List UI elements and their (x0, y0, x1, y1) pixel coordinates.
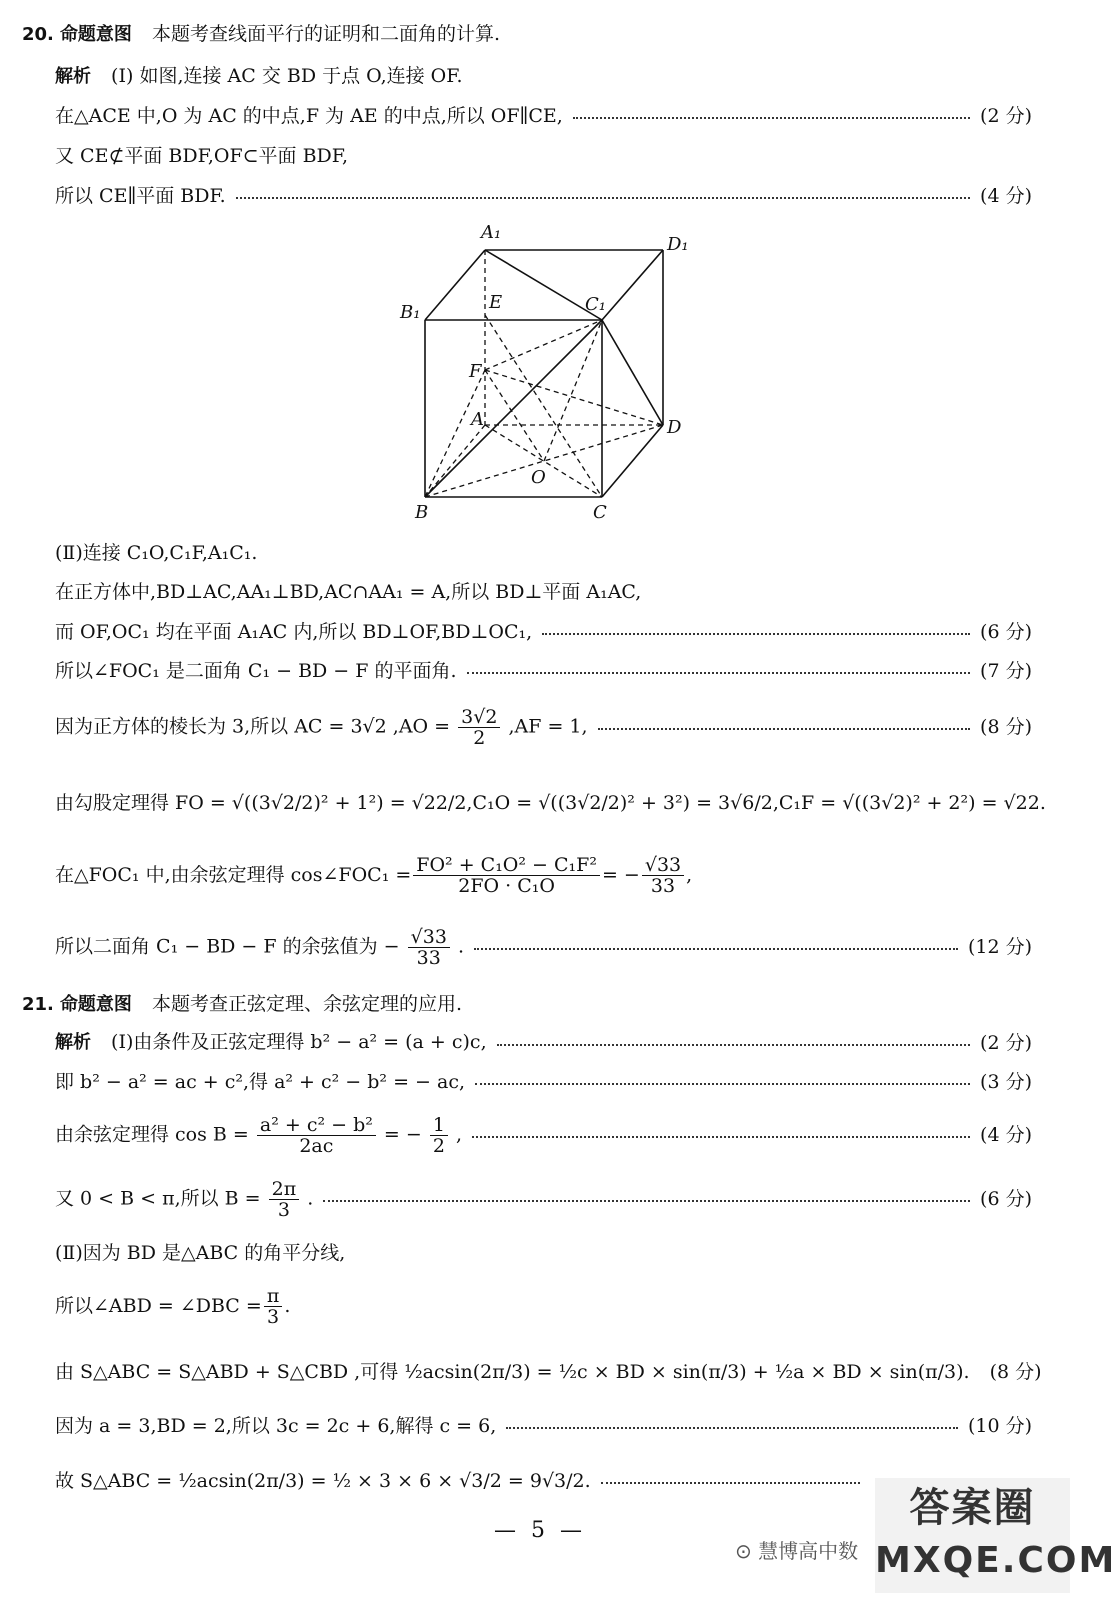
q20-points-7: (6 分) (980, 621, 1032, 643)
q21-line-3 (55, 1112, 1032, 1158)
q21-text-4b: . (307, 1187, 314, 1209)
q20-line-5 (55, 540, 1032, 566)
label-d: D (667, 417, 682, 438)
q20-text-7: 而 OF,OC₁ 均在平面 A₁AC 内,所以 BD⊥OF,BD⊥OC₁, (55, 621, 533, 643)
q20-points-2: (2 分) (980, 105, 1032, 127)
leader-dots (598, 728, 970, 730)
q21-line-8 (55, 1413, 1032, 1439)
fraction-cosine-law (413, 855, 600, 896)
q21-line-2 (55, 1069, 1032, 1095)
q20-part1-label: (Ⅰ) (111, 65, 134, 87)
watermark-logo-bottom: MXQE.COM (875, 1540, 1116, 1581)
fraction-numerator: √33 (642, 855, 684, 876)
q20-text-8: 所以∠FOC₁ 是二面角 C₁ − BD − F 的平面角. (55, 660, 457, 682)
q20-line-10 (55, 790, 1046, 816)
q20-points-9: (8 分) (980, 716, 1032, 738)
q20-number: 20. (22, 24, 54, 45)
hidden-f-o (485, 370, 544, 461)
q20-line-8 (55, 658, 1032, 684)
leader-dots (236, 197, 970, 199)
edge-a1-b1 (425, 250, 485, 320)
q21-text-1a: (Ⅰ)由条件及正弦定理得 b² − a² = (a + c)c, (111, 1031, 487, 1053)
q20-text-11b: = − (601, 864, 640, 886)
q20-text-12b: . (457, 935, 465, 957)
q21-line-1 (55, 1029, 1032, 1056)
q20-line-9 (55, 704, 1032, 750)
watermark-logo-top: 答案圈 (909, 1485, 1036, 1531)
q20-points-12: (12 分) (967, 936, 1032, 958)
label-b1: B₁ (400, 302, 421, 323)
q21-text-8: 因为 a = 3,BD = 2,所以 3c = 2c + 6,解得 c = 6, (55, 1415, 497, 1437)
q20-text-5: (Ⅱ)连接 C₁O,C₁F,A₁C₁. (55, 542, 258, 564)
q20-text-10: 由勾股定理得 FO = √((3√2/2)² + 1²) = √22/2,C₁O = √((3√2/2)² + 3²) = 3√6/2,C₁F = √((3√2)² + 2²) = √22. (55, 792, 1046, 814)
label-c1: C₁ (585, 294, 606, 315)
q21-text-7: 由 S△ABC = S△ABD + S△CBD ,可得 ½acsin(2π/3) = ½c × BD × sin(π/3) + ½a × BD × sin(π/3). (55, 1361, 970, 1383)
q20-line-12 (55, 924, 1032, 970)
fraction-numerator: a² + c² − b² (257, 1115, 376, 1136)
q21-text-6a: 所以∠ABD = ∠DBC = (55, 1295, 262, 1317)
q21-text-3 (55, 1115, 462, 1156)
q20-line-1 (55, 63, 1032, 90)
label-d1: D₁ (667, 234, 689, 255)
fraction-numerator: 1 (430, 1115, 448, 1136)
q21-line-4 (55, 1176, 1032, 1222)
q21-text-3c: , (456, 1123, 463, 1145)
label-o: O (531, 467, 546, 488)
q20-text-12a: 所以二面角 C₁ − BD − F 的余弦值为 − (55, 935, 400, 957)
edge-c1-d1 (602, 250, 663, 320)
fraction-denominator: 33 (650, 874, 676, 897)
q20-line-7 (55, 619, 1032, 645)
fraction-denominator: 33 (416, 946, 441, 969)
fraction-denominator: 2 (432, 1134, 445, 1157)
fraction-result (642, 855, 684, 896)
fraction-denominator: 3 (267, 1305, 280, 1328)
q21-points-3: (4 分) (980, 1124, 1032, 1146)
page-number: — 5 — (494, 1518, 586, 1543)
q21-text-3b: = − (383, 1123, 422, 1145)
q20-line-6 (55, 579, 1032, 605)
q21-text-9: 故 S△ABC = ½acsin(2π/3) = ½ × 3 × 6 × √3/2 = 9√3/2. (55, 1470, 591, 1492)
fraction-numerator: 3√2 (458, 707, 500, 728)
q20-line-11 (55, 852, 1032, 898)
q21-text-5: (Ⅱ)因为 BD 是△ABC 的角平分线, (55, 1242, 346, 1264)
fraction-numerator: FO² + C₁O² − C₁F² (413, 855, 600, 876)
hidden-a-b (425, 425, 485, 497)
leader-dots (573, 117, 970, 119)
q20-line-4 (55, 183, 1032, 209)
q21-line-5 (55, 1240, 1032, 1266)
leader-dots (542, 633, 970, 635)
q20-text-3: 又 CE⊄平面 BDF,OF⊂平面 BDF, (55, 145, 349, 167)
q21-line-6 (55, 1283, 1032, 1329)
q21-points-8: (10 分) (967, 1415, 1032, 1437)
q20-text-9 (55, 707, 588, 748)
q21-text-6b: . (284, 1295, 291, 1317)
fraction-numerator: 2π (269, 1179, 300, 1200)
label-b: B (415, 502, 429, 523)
q20-text-11c: , (686, 864, 693, 886)
label-f: F (469, 361, 482, 382)
q20-text-4: 所以 CE∥平面 BDF. (55, 185, 226, 207)
q21-solution-label: 解析 (55, 1032, 91, 1053)
q21-line-9 (55, 1468, 870, 1494)
q21-line-7 (55, 1359, 1042, 1385)
fraction-half (430, 1115, 448, 1156)
q20-text-9a: 因为正方体的棱长为 3,所以 AC = 3√2 ,AO = (55, 715, 451, 737)
leader-dots (497, 1044, 970, 1046)
leader-dots (475, 1083, 970, 1085)
leader-dots (474, 948, 958, 950)
q21-points-2: (3 分) (980, 1071, 1032, 1093)
edge-c1-d (602, 320, 663, 425)
q21-text-3a: 由余弦定理得 cos B = (55, 1123, 249, 1145)
leader-dots (467, 672, 971, 674)
hidden-f-c1 (485, 320, 602, 370)
q21-heading (22, 991, 1032, 1018)
q21-text-4 (55, 1179, 313, 1220)
q20-text-6: 在正方体中,BD⊥AC,AA₁⊥BD,AC∩AA₁ = A,所以 BD⊥平面 A₁AC, (55, 581, 642, 603)
leader-dots (506, 1427, 958, 1429)
fraction-cos-b (257, 1115, 376, 1156)
fraction-b-value (269, 1179, 300, 1220)
fraction-angle (264, 1286, 283, 1327)
leader-dots (601, 1482, 860, 1484)
q21-points-4: (6 分) (980, 1188, 1032, 1210)
fraction-denominator: 3 (277, 1198, 290, 1221)
fraction-ao (458, 707, 500, 748)
watermark-text: ⊙ 慧博高中数 (735, 1539, 859, 1563)
label-a1: A₁ (481, 222, 502, 243)
q21-points-7: (8 分) (989, 1361, 1042, 1383)
label-a: A (471, 409, 484, 430)
fraction-denominator: 2ac (299, 1134, 334, 1157)
leader-dots (323, 1200, 970, 1202)
leader-dots (472, 1136, 970, 1138)
q20-solution-label: 解析 (55, 66, 91, 87)
q20-intent: 本题考查线面平行的证明和二面角的计算. (151, 23, 501, 45)
fraction-numerator: π (264, 1286, 283, 1307)
q20-line-3 (55, 143, 1032, 169)
q20-intent-label: 命题意图 (59, 24, 132, 45)
q21-text-4a: 又 0 < B < π,所以 B = (55, 1187, 261, 1209)
q20-points-4: (4 分) (980, 185, 1032, 207)
q20-line-2 (55, 103, 1032, 129)
q20-text-11a: 在△FOC₁ 中,由余弦定理得 cos∠FOC₁ = (55, 864, 412, 886)
watermark-logo (875, 1478, 1116, 1593)
q21-intent-label: 命题意图 (59, 994, 132, 1015)
q20-text-9b: ,AF = 1, (508, 715, 588, 737)
q21-intent: 本题考查正弦定理、余弦定理的应用. (151, 993, 463, 1015)
cube-diagram (395, 220, 705, 523)
label-c: C (593, 502, 607, 523)
fraction-denominator: 2 (473, 726, 486, 749)
fraction-denominator: 2FO · C₁O (458, 874, 555, 897)
q20-text-2: 在△ACE 中,O 为 AC 的中点,F 为 AE 的中点,所以 OF∥CE, (55, 105, 563, 127)
q21-text-2: 即 b² − a² = ac + c²,得 a² + c² − b² = − ac, (55, 1071, 466, 1093)
q20-text-12 (55, 927, 464, 968)
edge-c-d (602, 425, 663, 497)
hidden-f-b (425, 370, 485, 497)
q20-text-1: 如图,连接 AC 交 BD 于点 O,连接 OF. (139, 65, 463, 87)
q20-points-8: (7 分) (980, 660, 1032, 682)
q21-text-1 (55, 1029, 487, 1056)
fraction-numerator: √33 (408, 927, 450, 948)
label-e: E (489, 292, 503, 313)
fraction-final (408, 927, 450, 968)
q21-number: 21. (22, 994, 54, 1015)
q20-heading (22, 21, 1032, 48)
watermark-caption: 慧博高中数 (758, 1539, 859, 1563)
q21-points-1: (2 分) (980, 1031, 1032, 1054)
